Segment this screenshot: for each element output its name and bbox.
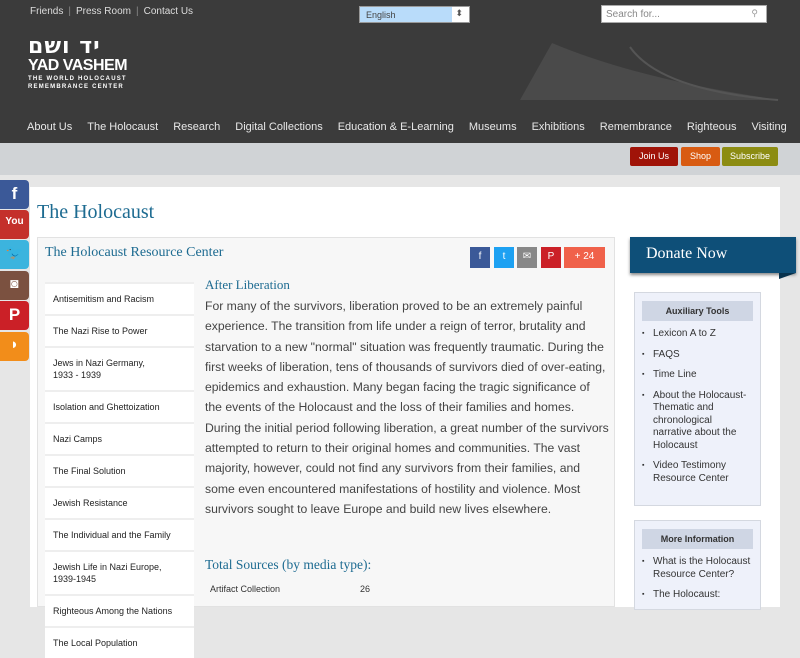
twitter-icon[interactable]: 🐦 (0, 240, 29, 269)
auxiliary-tools-title: Auxiliary Tools (642, 301, 753, 321)
topic-item[interactable]: Isolation and Ghettoization (45, 390, 194, 422)
share-more-button[interactable]: + 24 (564, 247, 605, 268)
total-sources-heading: Total Sources (by media type): (205, 557, 372, 572)
youtube-icon[interactable]: You (0, 210, 29, 239)
article-body: For many of the survivors, liberation proved to be an extremely painful experience. The transition from life under a reign of terror, brutality and starvation to a new "normal" situation was frequently traumatic. During the first weeks of liberation, tens of thousands of survivors died of over-eating, epidemics and exhaustion. Many began facing the tragic significance of the events of the Holocaust and the loss of their families and homes. During the initial period following liberation, a great number of the survivors attempted to return to their original homes and communities. The vast majority, however, could not find any survivors from their families, and some even encountered manifestations of hostility and violence. Most survivors sought to leave Europe and build new lives elsewhere. (205, 299, 609, 516)
language-select[interactable] (359, 6, 470, 23)
main-nav (27, 121, 800, 133)
donate-now-button[interactable]: Donate Now (630, 237, 796, 273)
more-link[interactable]: ▪ What is the Holocaust Resource Center? (642, 556, 753, 581)
article-heading: After Liberation (205, 277, 290, 292)
logo-tagline-2: REMEMBRANCE CENTER (28, 84, 124, 90)
page-title: The Holocaust (37, 201, 155, 223)
share-facebook-icon[interactable]: f (470, 247, 490, 268)
subscribe-button[interactable]: Subscribe (722, 147, 778, 166)
topic-item[interactable]: Righteous Among the Nations (45, 594, 194, 626)
topic-nav (45, 282, 194, 658)
source-row[interactable] (210, 584, 371, 594)
topic-item[interactable]: Jewish Resistance (45, 486, 194, 518)
join-us-button[interactable]: Join Us (630, 147, 678, 166)
logo-tagline-1: THE WORLD HOLOCAUST (28, 76, 127, 82)
topic-item[interactable]: Antisemitism and Racism (45, 282, 194, 314)
nav-digital-collections[interactable]: Digital Collections (235, 121, 323, 133)
resource-center-title: The Holocaust Resource Center (45, 245, 224, 260)
topic-item[interactable]: The Individual and the Family (45, 518, 194, 550)
facebook-icon[interactable]: f (0, 180, 29, 209)
logo-name: YAD VASHEM (28, 57, 128, 74)
nav-remembrance[interactable]: Remembrance (599, 121, 672, 133)
contact-us-link[interactable]: Contact Us (143, 6, 194, 17)
topic-item[interactable]: The Local Population (45, 626, 194, 658)
nav-about-us[interactable]: About Us (27, 121, 73, 133)
topic-item[interactable]: The Nazi Rise to Power (45, 314, 194, 346)
pinterest-icon[interactable]: P (0, 301, 29, 330)
share-count: 24 (583, 251, 595, 262)
aux-link[interactable]: ▪ Video Testimony Resource Center (642, 460, 753, 485)
share-pinterest-icon[interactable]: P (541, 247, 561, 268)
aux-link[interactable]: ▪ FAQS (642, 349, 753, 362)
topic-item[interactable]: Nazi Camps (45, 422, 194, 454)
auxiliary-tools-box (634, 292, 761, 506)
press-room-link[interactable]: Press Room (75, 6, 131, 17)
language-value: English (360, 7, 452, 22)
nav-education[interactable]: Education & E-Learning (337, 121, 454, 133)
nav-visiting[interactable]: Visiting (751, 121, 787, 133)
site-header (0, 0, 800, 143)
shop-button[interactable]: Shop (681, 147, 720, 166)
header-decoration (510, 40, 785, 102)
nav-museums[interactable]: Museums (468, 121, 517, 133)
share-twitter-icon[interactable]: t (494, 247, 514, 268)
select-arrows-icon: ⬍ (455, 8, 463, 18)
search-icon[interactable]: ⚲ (751, 8, 758, 18)
nav-righteous[interactable]: Righteous (686, 121, 737, 133)
nav-the-holocaust[interactable]: The Holocaust (87, 121, 159, 133)
more-information-box (634, 520, 761, 610)
aux-link[interactable]: ▪ Lexicon A to Z (642, 328, 753, 341)
action-band (0, 143, 800, 175)
share-email-icon[interactable]: ✉ (517, 247, 537, 268)
instagram-icon[interactable]: ◙ (0, 271, 29, 300)
aux-link[interactable]: ▪ Time Line (642, 369, 753, 382)
nav-research[interactable]: Research (173, 121, 221, 133)
logo[interactable] (28, 34, 127, 91)
search-input[interactable] (601, 5, 767, 23)
topic-item[interactable]: Jewish Life in Nazi Europe, 1939-1945 (45, 550, 194, 594)
topic-item[interactable]: Jews in Nazi Germany, 1933 - 1939 (45, 346, 194, 390)
search-placeholder: Search for... (606, 9, 660, 20)
rss-icon[interactable]: ◗ (0, 332, 29, 361)
source-count: 26 (360, 584, 371, 594)
more-information-title: More Information (642, 529, 753, 549)
logo-hebrew: יד ושם (28, 34, 101, 59)
aux-link[interactable]: ▪ About the Holocaust-Thematic and chronological narrative about the Holocaust (642, 390, 753, 453)
nav-exhibitions[interactable]: Exhibitions (531, 121, 585, 133)
source-type: Artifact Collection (210, 584, 281, 594)
more-link[interactable]: ▪ The Holocaust: (642, 589, 753, 602)
topic-item[interactable]: The Final Solution (45, 454, 194, 486)
friends-link[interactable]: Friends (30, 6, 64, 17)
top-links: Friends | Press Room | Contact Us (30, 6, 194, 17)
ribbon-fold (779, 273, 796, 279)
